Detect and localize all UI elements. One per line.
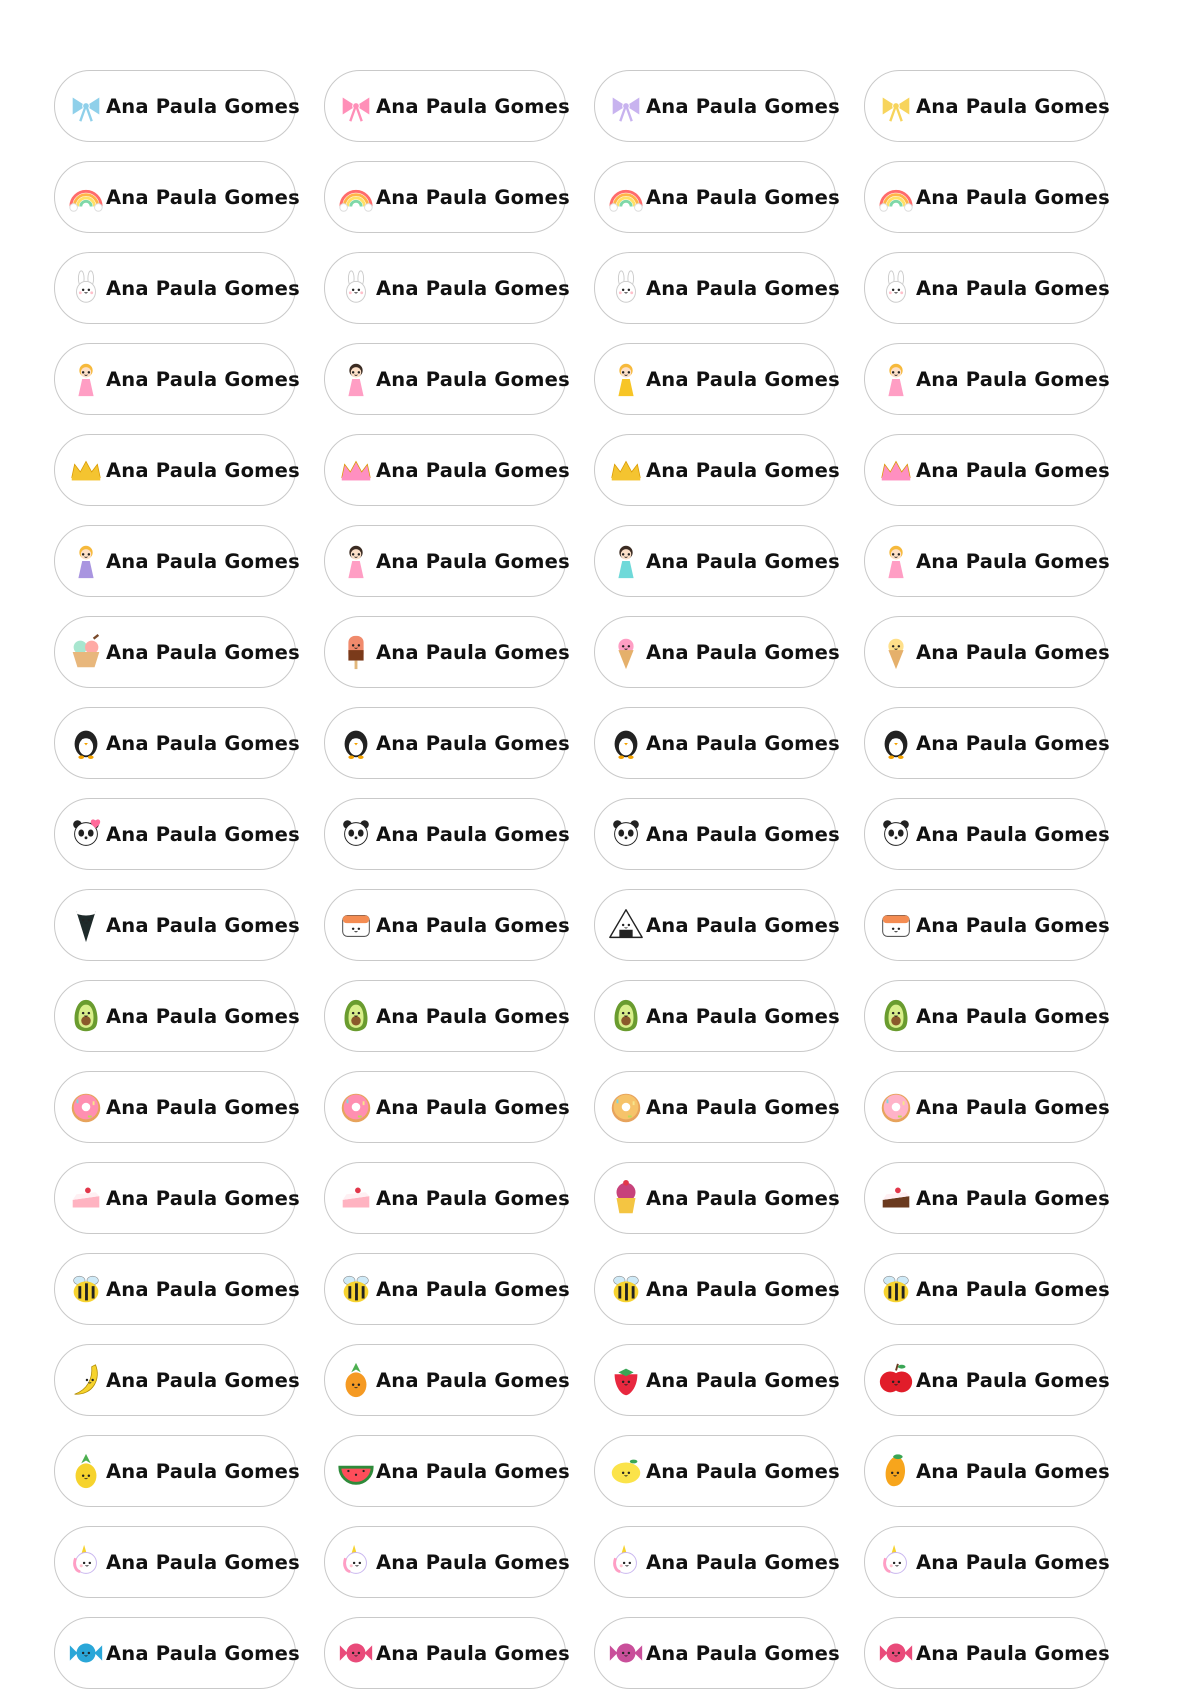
bee-waving-icon (67, 1270, 105, 1308)
label-name-text: Ana Paula Gomes (376, 731, 570, 755)
name-label (594, 889, 840, 961)
name-label (324, 1071, 570, 1143)
label-name-text: Ana Paula Gomes (376, 1550, 570, 1574)
name-label (864, 252, 1110, 324)
label-name-text: Ana Paula Gomes (376, 913, 570, 937)
penguin-icon (67, 724, 105, 762)
label-name-text: Ana Paula Gomes (646, 822, 840, 846)
label-name-text: Ana Paula Gomes (376, 94, 570, 118)
panda-bamboo-icon (877, 815, 915, 853)
princess-ballgown-icon (877, 542, 915, 580)
name-label (54, 343, 300, 415)
ice-cream-cone-icon (607, 633, 645, 671)
name-label (594, 525, 840, 597)
label-name-text: Ana Paula Gomes (916, 913, 1110, 937)
label-name-text: Ana Paula Gomes (646, 1186, 840, 1210)
temaki-icon (67, 906, 105, 944)
name-label (594, 434, 840, 506)
name-label (324, 798, 570, 870)
label-name-text: Ana Paula Gomes (916, 1277, 1110, 1301)
rainbow-icon (67, 178, 105, 216)
princess-yellow-dress-icon (607, 360, 645, 398)
name-label (54, 252, 300, 324)
label-name-text: Ana Paula Gomes (646, 94, 840, 118)
soft-rainbow-icon (877, 178, 915, 216)
name-label (54, 70, 300, 142)
label-name-text: Ana Paula Gomes (916, 1186, 1110, 1210)
name-label (324, 252, 570, 324)
label-name-text: Ana Paula Gomes (106, 1277, 300, 1301)
label-name-text: Ana Paula Gomes (106, 913, 300, 937)
label-name-text: Ana Paula Gomes (106, 1459, 300, 1483)
cake-slice-icon (67, 1179, 105, 1217)
label-name-text: Ana Paula Gomes (106, 1004, 300, 1028)
label-name-text: Ana Paula Gomes (646, 1641, 840, 1665)
label-name-text: Ana Paula Gomes (376, 1095, 570, 1119)
apple-icon (877, 1361, 915, 1399)
name-label (324, 889, 570, 961)
name-label (864, 616, 1110, 688)
label-name-text: Ana Paula Gomes (646, 1277, 840, 1301)
pink-tiara-icon (337, 451, 375, 489)
name-label (324, 1344, 570, 1416)
name-label (324, 1253, 570, 1325)
mango-icon (877, 1452, 915, 1490)
label-name-text: Ana Paula Gomes (106, 731, 300, 755)
name-label (324, 707, 570, 779)
label-name-text: Ana Paula Gomes (376, 822, 570, 846)
name-label (324, 525, 570, 597)
popsicle-icon (337, 633, 375, 671)
label-name-text: Ana Paula Gomes (916, 822, 1110, 846)
label-name-text: Ana Paula Gomes (916, 94, 1110, 118)
strawberry-icon (607, 1361, 645, 1399)
avocado-smiling-icon (607, 997, 645, 1035)
name-label (324, 343, 570, 415)
name-label (324, 616, 570, 688)
gold-tiara-icon (67, 451, 105, 489)
label-name-text: Ana Paula Gomes (376, 1641, 570, 1665)
name-label (864, 161, 1110, 233)
label-name-text: Ana Paula Gomes (916, 1004, 1110, 1028)
name-label (54, 1435, 300, 1507)
label-name-text: Ana Paula Gomes (916, 276, 1110, 300)
name-label (864, 1526, 1110, 1598)
unicorn-cloud-icon (67, 1543, 105, 1581)
name-label (594, 980, 840, 1052)
name-label (324, 1435, 570, 1507)
label-name-text: Ana Paula Gomes (646, 276, 840, 300)
label-name-text: Ana Paula Gomes (376, 640, 570, 664)
label-name-text: Ana Paula Gomes (916, 640, 1110, 664)
name-label (54, 616, 300, 688)
lemon-icon (607, 1452, 645, 1490)
label-name-text: Ana Paula Gomes (376, 1459, 570, 1483)
name-label (54, 1253, 300, 1325)
unicorn-lying-icon (337, 1543, 375, 1581)
label-name-text: Ana Paula Gomes (646, 1095, 840, 1119)
name-label (324, 70, 570, 142)
label-name-text: Ana Paula Gomes (646, 549, 840, 573)
label-name-text: Ana Paula Gomes (106, 185, 300, 209)
lilac-bow-icon (607, 87, 645, 125)
name-label (54, 707, 300, 779)
bunny-eating-icon (337, 269, 375, 307)
label-name-text: Ana Paula Gomes (646, 185, 840, 209)
label-name-text: Ana Paula Gomes (646, 913, 840, 937)
cupcake-icon (607, 1179, 645, 1217)
name-label (54, 161, 300, 233)
label-name-text: Ana Paula Gomes (106, 640, 300, 664)
penguin-ice-cream-icon (337, 724, 375, 762)
name-label (594, 1162, 840, 1234)
name-label (864, 1617, 1110, 1689)
vanilla-cone-icon (877, 633, 915, 671)
name-label (594, 1344, 840, 1416)
name-label (864, 525, 1110, 597)
label-name-text: Ana Paula Gomes (916, 1368, 1110, 1392)
name-label (54, 525, 300, 597)
label-name-text: Ana Paula Gomes (376, 1004, 570, 1028)
pastel-rainbow-icon (337, 178, 375, 216)
label-name-text: Ana Paula Gomes (916, 458, 1110, 482)
pink-candy-icon (337, 1634, 375, 1672)
label-name-text: Ana Paula Gomes (646, 1459, 840, 1483)
princess-brown-hair-icon (337, 542, 375, 580)
pink-bow-icon (337, 87, 375, 125)
name-label (594, 616, 840, 688)
name-label (594, 1435, 840, 1507)
label-name-text: Ana Paula Gomes (916, 1459, 1110, 1483)
name-label (54, 980, 300, 1052)
chocolate-cake-icon (877, 1179, 915, 1217)
label-name-text: Ana Paula Gomes (106, 1641, 300, 1665)
gold-crown-icon (607, 451, 645, 489)
onigiri-icon (607, 906, 645, 944)
label-name-text: Ana Paula Gomes (106, 367, 300, 391)
name-label (864, 1435, 1110, 1507)
name-label (54, 1344, 300, 1416)
unicorn-donut-icon (67, 1088, 105, 1126)
name-label (864, 798, 1110, 870)
label-sheet (54, 70, 1110, 1689)
name-label (864, 434, 1110, 506)
name-label (54, 798, 300, 870)
pink-donut-icon (337, 1088, 375, 1126)
name-label (54, 434, 300, 506)
name-label (594, 252, 840, 324)
name-label (54, 1071, 300, 1143)
princess-pink-dress-icon (877, 360, 915, 398)
label-name-text: Ana Paula Gomes (106, 822, 300, 846)
name-label (594, 798, 840, 870)
panda-heart-balloon-icon (67, 815, 105, 853)
name-label (594, 343, 840, 415)
name-label (864, 1253, 1110, 1325)
yellow-bow-icon (877, 87, 915, 125)
panda-face-icon (607, 815, 645, 853)
panda-star-icon (337, 815, 375, 853)
name-label (594, 161, 840, 233)
avocado-icon (337, 997, 375, 1035)
label-name-text: Ana Paula Gomes (106, 276, 300, 300)
name-label (594, 70, 840, 142)
name-label (864, 70, 1110, 142)
princess-blonde-icon (67, 360, 105, 398)
label-name-text: Ana Paula Gomes (646, 1550, 840, 1574)
label-name-text: Ana Paula Gomes (376, 1368, 570, 1392)
name-label (324, 1526, 570, 1598)
name-label (324, 1617, 570, 1689)
strawberry-donut-icon (877, 1088, 915, 1126)
avocado-waving-icon (67, 997, 105, 1035)
label-name-text: Ana Paula Gomes (916, 1550, 1110, 1574)
label-name-text: Ana Paula Gomes (376, 1186, 570, 1210)
label-name-text: Ana Paula Gomes (646, 1004, 840, 1028)
princess-dark-hair-icon (337, 360, 375, 398)
label-name-text: Ana Paula Gomes (376, 549, 570, 573)
cat-donut-icon (607, 1088, 645, 1126)
label-name-text: Ana Paula Gomes (376, 367, 570, 391)
bunny-standing-icon (877, 269, 915, 307)
rainbow-cloud-icon (607, 178, 645, 216)
candy-lollipop-icon (607, 1634, 645, 1672)
label-name-text: Ana Paula Gomes (646, 367, 840, 391)
label-name-text: Ana Paula Gomes (646, 731, 840, 755)
unicorn-sleeping-icon (607, 1543, 645, 1581)
pineapple-orange-icon (337, 1361, 375, 1399)
label-name-text: Ana Paula Gomes (916, 1095, 1110, 1119)
name-label (324, 1162, 570, 1234)
name-label (594, 1071, 840, 1143)
name-label (864, 1071, 1110, 1143)
label-name-text: Ana Paula Gomes (106, 458, 300, 482)
sushi-roll-icon (877, 906, 915, 944)
watermelon-icon (337, 1452, 375, 1490)
name-label (864, 980, 1110, 1052)
cake-icon (337, 1179, 375, 1217)
name-label (594, 1253, 840, 1325)
bunny-sitting-icon (607, 269, 645, 307)
penguin-sitting-icon (877, 724, 915, 762)
name-label (54, 889, 300, 961)
label-name-text: Ana Paula Gomes (106, 549, 300, 573)
name-label (594, 1526, 840, 1598)
princess-purple-dress-icon (67, 542, 105, 580)
label-name-text: Ana Paula Gomes (916, 549, 1110, 573)
unicorn-sitting-icon (877, 1543, 915, 1581)
label-name-text: Ana Paula Gomes (376, 1277, 570, 1301)
label-name-text: Ana Paula Gomes (376, 276, 570, 300)
label-name-text: Ana Paula Gomes (376, 458, 570, 482)
name-label (594, 1617, 840, 1689)
name-label (864, 343, 1110, 415)
blue-candy-icon (67, 1634, 105, 1672)
pineapple-icon (67, 1452, 105, 1490)
label-name-text: Ana Paula Gomes (106, 1550, 300, 1574)
label-name-text: Ana Paula Gomes (646, 458, 840, 482)
name-label (864, 1162, 1110, 1234)
name-label (54, 1617, 300, 1689)
pink-crown-icon (877, 451, 915, 489)
label-name-text: Ana Paula Gomes (916, 185, 1110, 209)
wrapped-candy-icon (877, 1634, 915, 1672)
princess-teal-dress-icon (607, 542, 645, 580)
blue-bow-icon (67, 87, 105, 125)
label-name-text: Ana Paula Gomes (376, 185, 570, 209)
sushi-icon (337, 906, 375, 944)
name-label (54, 1526, 300, 1598)
label-name-text: Ana Paula Gomes (646, 640, 840, 664)
avocado-heart-eyes-icon (877, 997, 915, 1035)
bee-small-icon (877, 1270, 915, 1308)
name-label (324, 161, 570, 233)
name-label (864, 889, 1110, 961)
label-name-text: Ana Paula Gomes (646, 1368, 840, 1392)
label-name-text: Ana Paula Gomes (106, 94, 300, 118)
name-label (324, 434, 570, 506)
banana-icon (67, 1361, 105, 1399)
bunny-icon (67, 269, 105, 307)
label-name-text: Ana Paula Gomes (106, 1186, 300, 1210)
name-label (324, 980, 570, 1052)
name-label (864, 707, 1110, 779)
bee-icon (337, 1270, 375, 1308)
label-name-text: Ana Paula Gomes (916, 731, 1110, 755)
name-label (54, 1162, 300, 1234)
name-label (594, 707, 840, 779)
ice-cream-bowl-icon (67, 633, 105, 671)
label-name-text: Ana Paula Gomes (106, 1368, 300, 1392)
label-name-text: Ana Paula Gomes (916, 367, 1110, 391)
bee-flying-icon (607, 1270, 645, 1308)
name-label (864, 1344, 1110, 1416)
penguin-waving-icon (607, 724, 645, 762)
label-name-text: Ana Paula Gomes (916, 1641, 1110, 1665)
label-name-text: Ana Paula Gomes (106, 1095, 300, 1119)
